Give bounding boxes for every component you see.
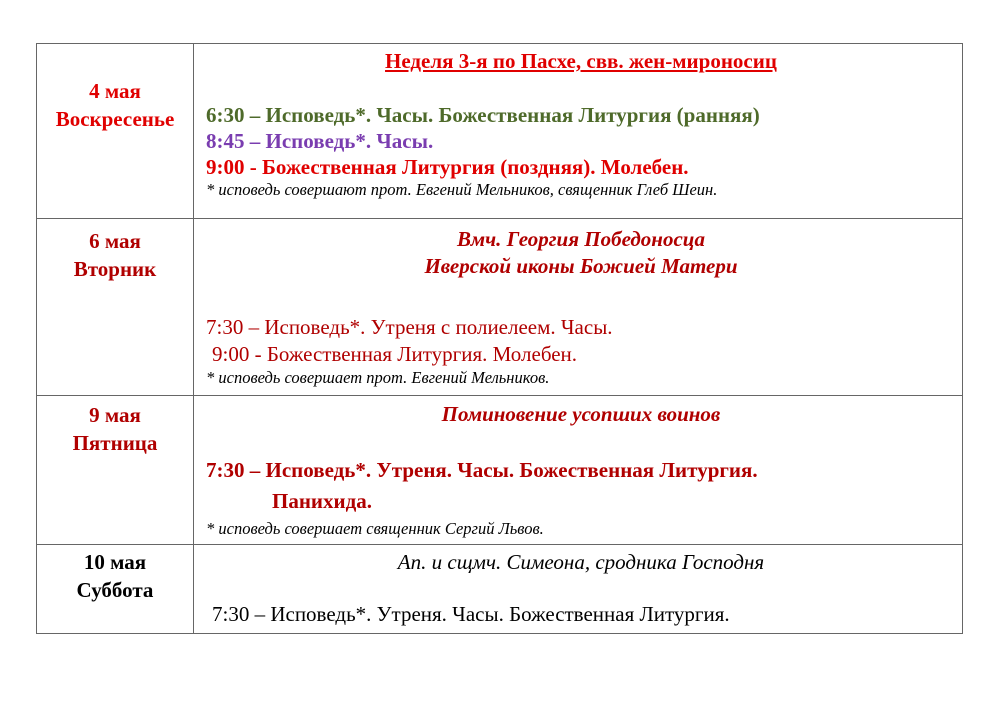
day-cell bbox=[37, 219, 194, 396]
weekday-label: Суббота bbox=[76, 578, 154, 602]
feast-title: Неделя 3-я по Пасхе, свв. жен-мироносиц bbox=[385, 49, 777, 73]
confession-note: * исповедь совершает прот. Евгений Мельников. bbox=[206, 368, 550, 387]
confession-note: * исповедь совершает священник Сергий Львов. bbox=[206, 519, 544, 538]
feast-title: Ап. и сщмч. Симеона, сродника Господня bbox=[397, 550, 765, 574]
table-row bbox=[37, 545, 963, 634]
service-cell bbox=[194, 44, 963, 219]
service-line: 6:30 – Исповедь*. Часы. Божественная Литургия (ранняя) bbox=[206, 103, 760, 127]
schedule-table bbox=[36, 43, 963, 634]
day-cell bbox=[37, 44, 194, 219]
service-cell bbox=[194, 396, 963, 545]
service-cell bbox=[194, 219, 963, 396]
table-row bbox=[37, 219, 963, 396]
date-label: 10 мая bbox=[83, 550, 147, 574]
confession-note: * исповедь совершают прот. Евгений Мельников, священник Глеб Шеин. bbox=[206, 180, 718, 199]
service-line: 8:45 – Исповедь*. Часы. bbox=[206, 129, 434, 153]
day-cell bbox=[37, 545, 194, 634]
service-line: 7:30 – Исповедь*. Утреня. Часы. Божественная Литургия. bbox=[206, 458, 758, 482]
feast-title: Вмч. Георгия Победоносца bbox=[457, 227, 705, 251]
table-row bbox=[37, 396, 963, 545]
weekday-label: Воскресенье bbox=[55, 107, 175, 131]
service-line: 7:30 – Исповедь*. Утреня с полиелеем. Часы. bbox=[206, 315, 613, 339]
weekday-label: Вторник bbox=[73, 257, 157, 281]
feast-title: Поминовение усопших воинов bbox=[441, 402, 721, 426]
day-cell bbox=[37, 396, 194, 545]
service-line: Панихида. bbox=[272, 489, 373, 513]
service-line: 9:00 - Божественная Литургия. Молебен. bbox=[212, 342, 578, 366]
date-label: 4 мая bbox=[89, 79, 141, 103]
service-cell bbox=[194, 545, 963, 634]
date-label: 9 мая bbox=[89, 403, 141, 427]
table-row bbox=[37, 44, 963, 219]
service-line: 7:30 – Исповедь*. Утреня. Часы. Божественная Литургия. bbox=[212, 602, 730, 626]
service-line: 9:00 - Божественная Литургия (поздняя). Молебен. bbox=[206, 155, 689, 179]
weekday-label: Пятница bbox=[72, 431, 158, 455]
date-label: 6 мая bbox=[89, 229, 141, 253]
feast-title: Иверской иконы Божией Матери bbox=[424, 254, 738, 278]
